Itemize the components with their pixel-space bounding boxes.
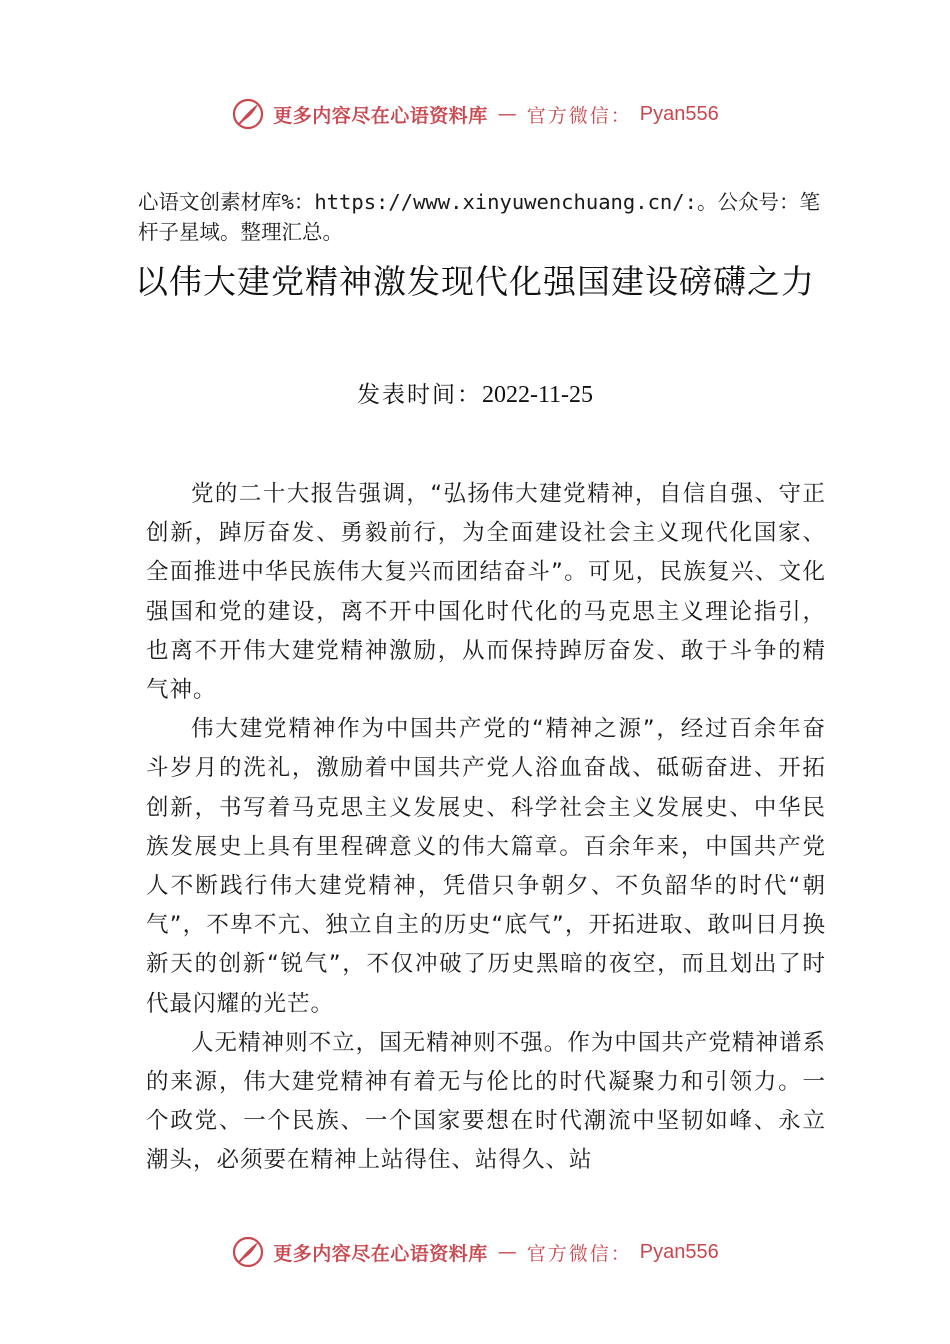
- banner-wechat-id: Pyan556: [639, 102, 719, 125]
- banner-slogan: 更多内容尽在心语资料库: [273, 1242, 488, 1265]
- footer-banner: [0, 1232, 950, 1272]
- article-body: [146, 475, 826, 1181]
- publish-date-label: 发表时间：: [356, 382, 482, 408]
- banner-separator: —: [497, 103, 517, 125]
- banner-wechat-id: Pyan556: [639, 1240, 719, 1263]
- quill-logo-icon: [231, 1235, 265, 1269]
- article-title: 以伟大建党精神激发现代化强国建设磅礴之力: [135, 262, 815, 301]
- publish-date-value: 2022-11-25: [481, 382, 594, 408]
- banner-wechat-label: 官方微信：: [526, 104, 632, 127]
- paragraph: 伟大建党精神作为中国共产党的“精神之源”，经过百余年奋斗岁月的洗礼，激励着中国共产党人浴血奋战、砥砺奋进、开拓创新，书写着马克思主义发展史、科学社会主义发展史、中华民族发展史上具有里程碑意义的伟大篇章。百余年来，中国共产党人不断践行伟大建党精神，凭借只争朝夕、不负韶华的时代“朝气”，不卑不亢、独立自主的历史“底气”，开拓进取、敢叫日月换新天的创新“锐气”，不仅冲破了历史黑暗的夜空，而且划出了时代最闪耀的光芒。: [146, 716, 826, 1017]
- publish-date: [0, 378, 950, 412]
- banner-separator: —: [497, 1241, 517, 1263]
- banner-wechat-label: 官方微信：: [526, 1242, 632, 1265]
- header-banner: [0, 94, 950, 134]
- paragraph: 人无精神则不立，国无精神则不强。作为中国共产党精神谱系的来源，伟大建党精神有着无与伦比的时代凝聚力和引领力。一个政党、一个民族、一个国家要想在时代潮流中坚韧如峰、永立潮头，必须要在精神上站得住、站得久、站: [146, 1029, 826, 1174]
- source-note: 心语文创素材库%：https://www.xinyuwenchuang.cn/:。公众号：笔杆子星域。整理汇总。: [138, 190, 820, 244]
- paragraph: 党的二十大报告强调，“弘扬伟大建党精神，自信自强、守正创新，踔厉奋发、勇毅前行，为全面建设社会主义现代化国家、全面推进中华民族伟大复兴而团结奋斗”。可见，民族复兴、文化强国和党的建设，离不开中国化时代化的马克思主义理论指引，也离不开伟大建党精神激励，从而保持踔厉奋发、敢于斗争的精气神。: [146, 481, 826, 704]
- quill-logo-icon: [231, 97, 265, 131]
- banner-slogan: 更多内容尽在心语资料库: [273, 104, 488, 127]
